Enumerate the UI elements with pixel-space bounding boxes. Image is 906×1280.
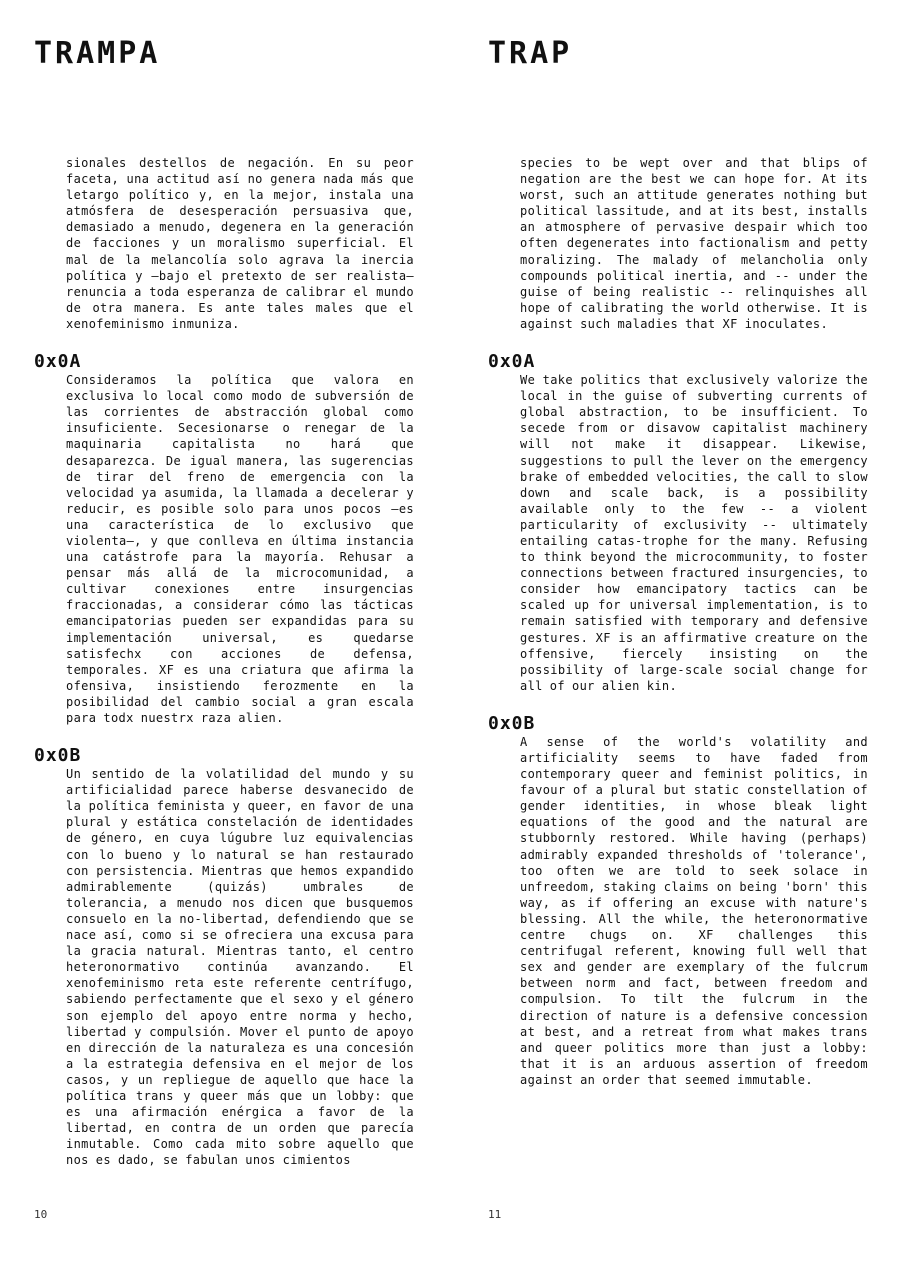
section-paragraph: Un sentido de la volatilidad del mundo y su artificialidad parece haberse desvanecido de la política feminista y queer, en favor de una plural y estática constelación de identidades de género, en cuya lúgubre luz equivalencias con lo bueno y lo natural se han restaurado con persistencia. Mientras que hemos expandido admirablemente (quizás) umbrales de tolerancia, a menudo nos dicen que busquemos consuelo en la no-libertad, defendiendo que se nace así, como si se ofreciera una excusa para la gracia natural. Mientras tanto, el centro heteronormativo continúa avanzando. El xenofeminismo reta este referente centrífugo, sabiendo perfectamente que el sexo y el género son ejemplo del apoyo entre norma y hecho, libertad y compulsión. Mover el punto de apoyo en dirección de la naturaleza es una concesión a la estrategia defensiva en el mejor de los casos, y un repliegue de aquello que hace la política trans y queer más que un lobby: que es una afirmación enérgica a favor de la libertad, en contra de un orden que parecía inmutable. Como cada mito sobre aquello que nos es dado, se fabulan unos cimientos [66,767,414,1168]
section-paragraph: We take politics that exclusively valorize the local in the guise of subverting currents of global abstraction, to be insufficient. To secede from or disavow capitalist machinery will not make it disappear. Likewise, suggestions to pull the lever on the emergency brake of embedded velocities, the call to slow down and scale back, is a possibility available only to the few -- a violent particularity of exclusivity -- ultimately entailing catas-trophe for the many. Refusing to think beyond the microcommunity, to foster connections between fractured insurgencies, to consider how emancipatory tactics can be scaled up for universal implementation, is to remain satisfied with temporary and defensive gestures. XF is an affirmative creature on the offensive, fiercely insisting on the possibility of large-scale social change for all of our alien kin. [520,373,868,693]
section-paragraph: A sense of the world's volatility and artificiality seems to have faded from contemporary queer and feminist politics, in favour of a plural but static constellation of gender identities, in whose bleak light equations of the good and the natural are stubbornly restored. While having (perhaps) admirably expanded thresholds of 'tolerance', too often we are told to seek solace in unfreedom, staking claims on being 'born' this way, as if offering an excuse with nature's blessing. All the while, the heteronormative centre chugs on. XF challenges this centrifugal referent, knowing full well that sex and gender are exemplary of the fulcrum between norm and fact, between freedom and compulsion. To tilt the fulcrum in the direction of nature is a defensive concession at best, and a retreat from what makes trans and queer politics more than just a lobby: that it is an arduous assertion of freedom against an order that seemed immutable. [520,734,868,1087]
text-column [34,155,414,1168]
intro-paragraph: species to be wept over and that blips of negation are the best we can hope for. At its worst, such an attitude generates nothing but political lassitude, and at its best, installs an atmosphere of pervasive despair which too often degenerates into factionalism and petty moralizing. The malady of melancholia only compounds political inertia, and -- under the guise of being realistic -- relinquishes all hope of calibrating the world otherwise. It is against such maladies that XF inoculates. [520,156,868,331]
section-heading: 0x0A [488,351,536,373]
page-title: TRAP [488,36,573,71]
right-page [453,0,906,1280]
section-heading: 0x0B [488,712,536,734]
section-heading: 0x0A [34,351,82,373]
intro-paragraph: sionales destellos de negación. En su peor faceta, una actitud así no genera nada más que letargo político y, en la mejor, instala una atmósfera de desesperación persuasiva que, demasiado a menudo, degenera en la generación de facciones y un moralismo superficial. El mal de la melancolía solo agrava la inercia política y —bajo el pretexto de ser realista— renuncia a toda esperanza de calibrar el mundo de otra manera. Es ante tales males que el xenofeminismo inmuniza. [66,156,414,331]
section-paragraph: Consideramos la política que valora en exclusiva lo local como modo de subversión de las corrientes de abstracción global como insuficiente. Secesionarse o renegar de la maquinaria capitalista no hará que desaparezca. De igual manera, las sugerencias de tirar del freno de emergencia con la velocidad ya asumida, la llamada a decelerar y reducir, es posible solo para unos pocos —es una característica de lo exclusivo que violenta—, y que conlleva en última instancia una catástrofe para la mayoría. Rehusar a pensar más allá de la microcomunidad, a cultivar conexiones entre insurgencias fraccionadas, a considerar cómo las tácticas emancipatorias pueden ser expandidas para su implementación universal, es quedarse satisfechx con acciones de defensa, temporales. XF es una criatura que afirma la ofensiva, insistiendo ferozmente en la posibilidad del cambio social a gran escala para todx nuestrx raza alien. [66,373,414,725]
section-heading: 0x0B [34,745,82,767]
page-number: 11 [488,1208,502,1221]
text-column [488,155,868,1088]
page-title: TRAMPA [34,36,161,71]
page-number: 10 [34,1208,48,1221]
